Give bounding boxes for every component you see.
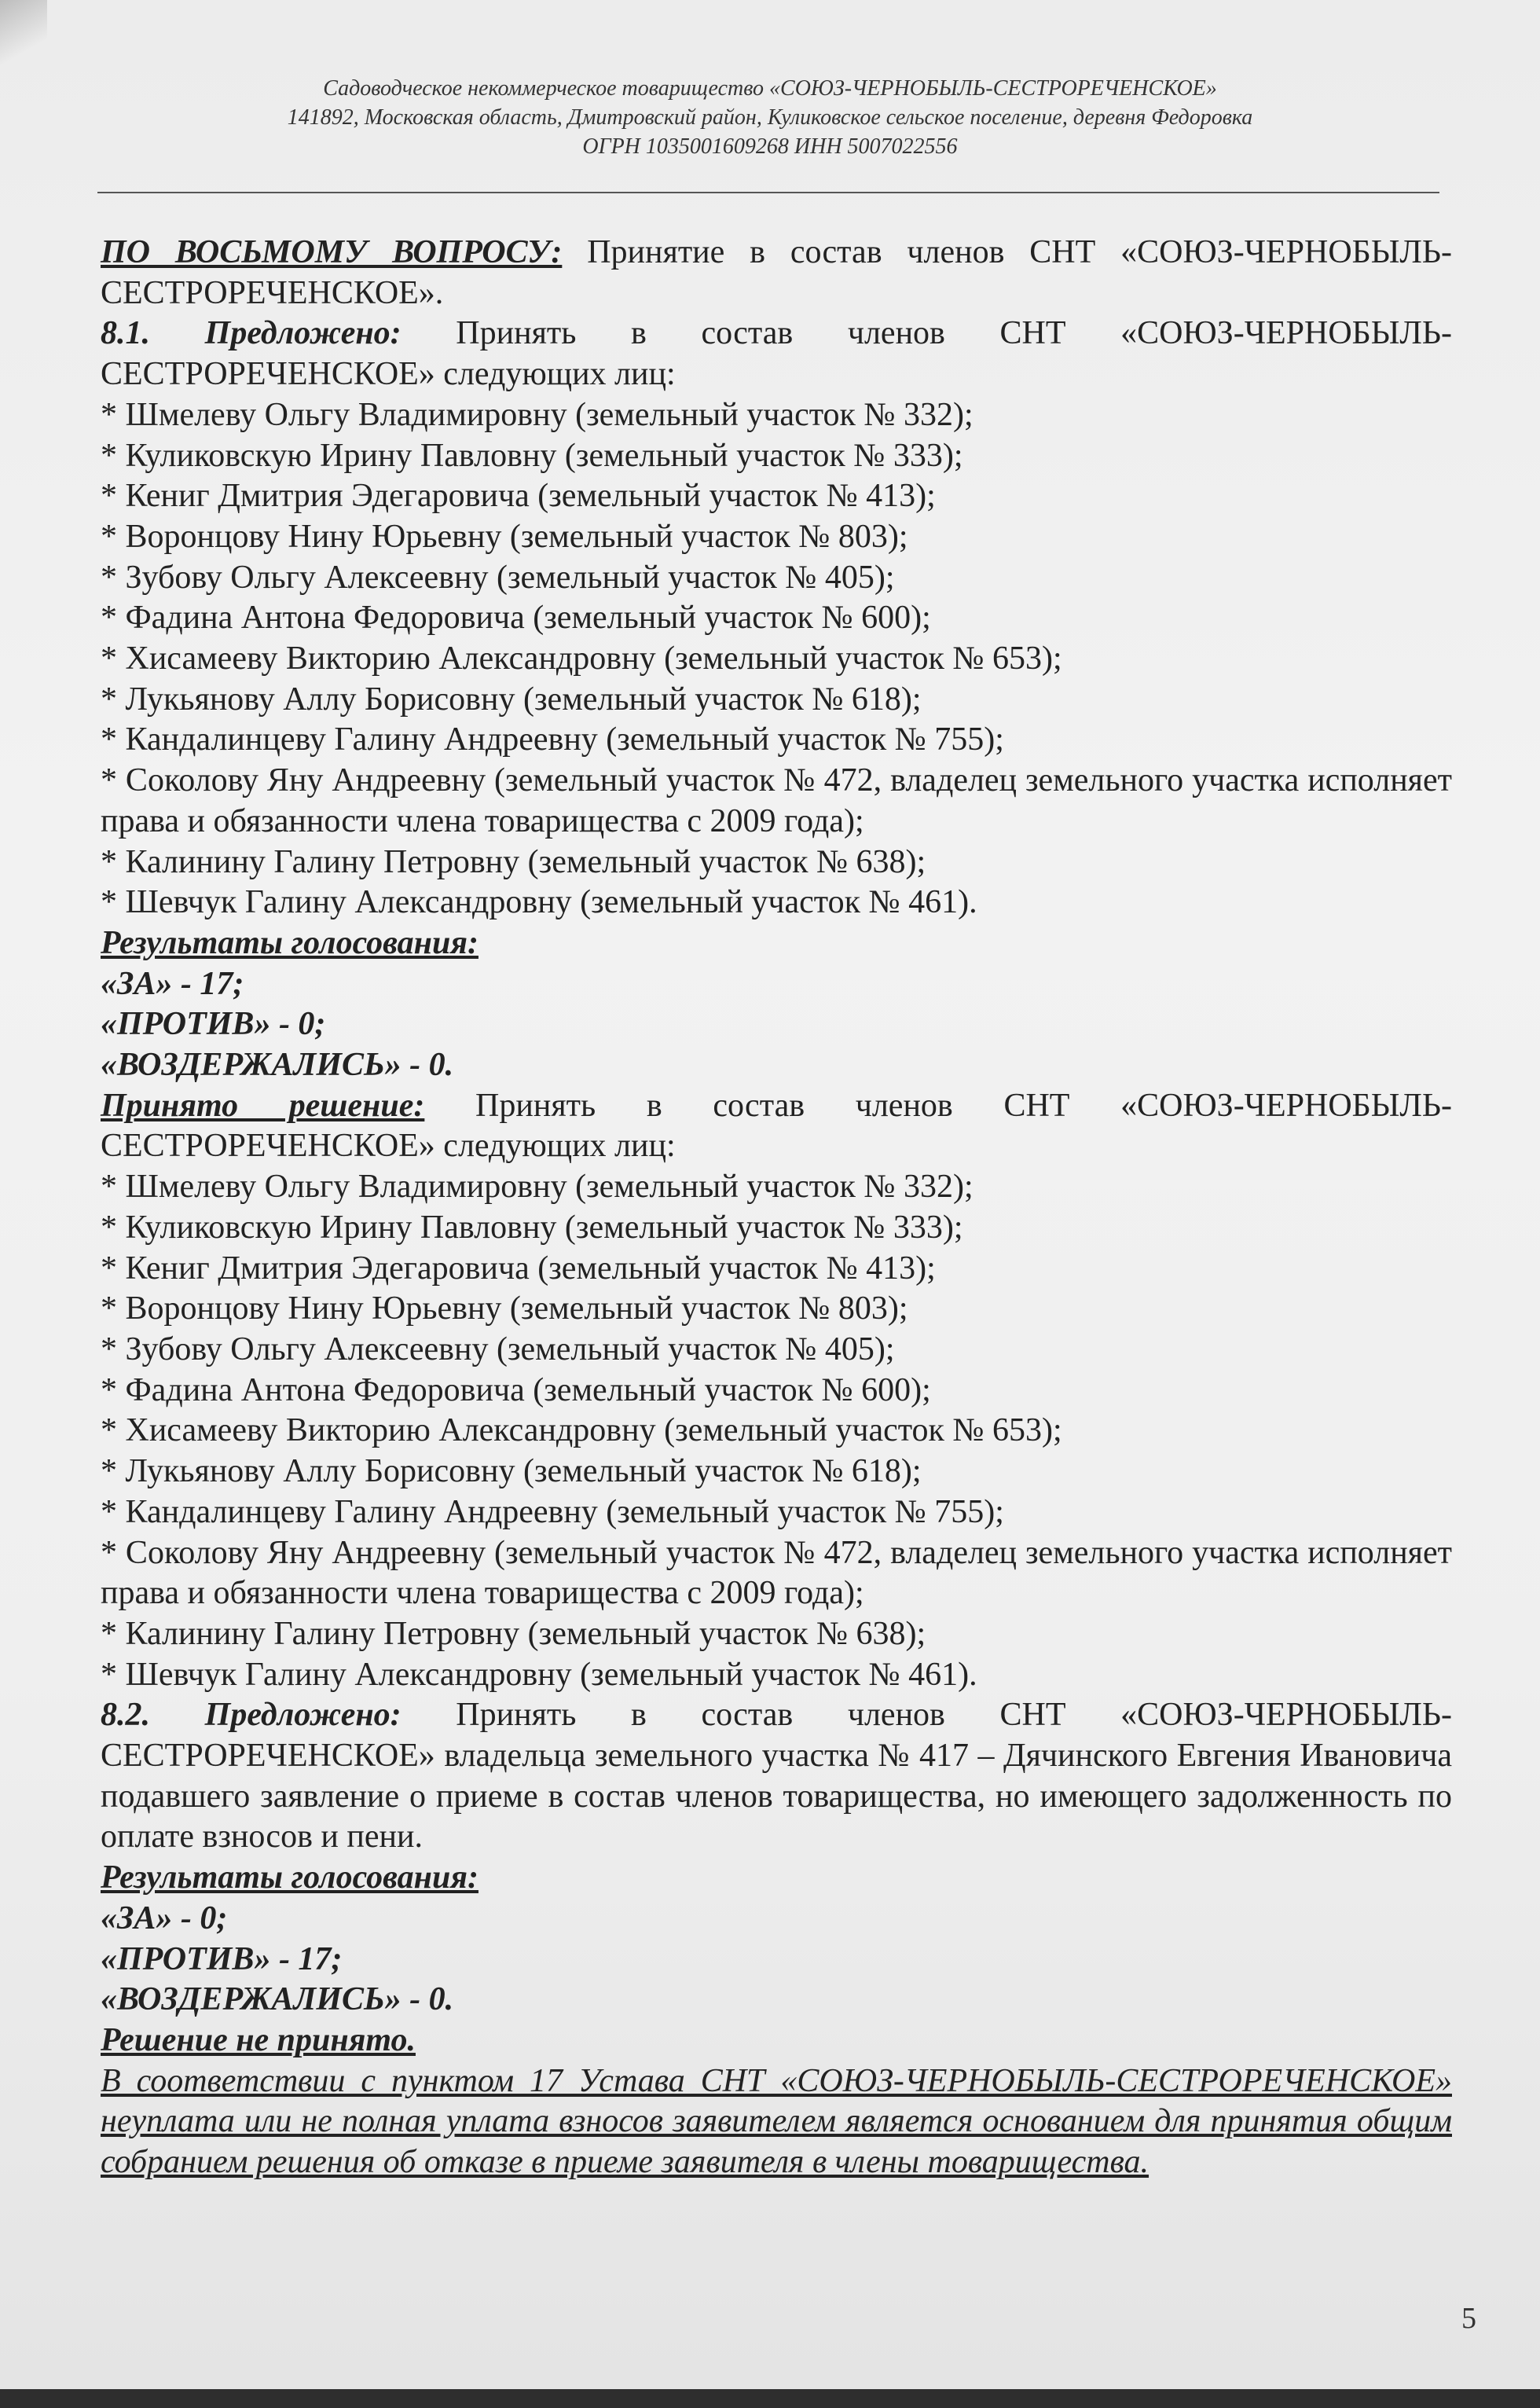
person-list-item: * Лукьянову Аллу Борисовну (земельный участок № 618); xyxy=(101,1453,922,1490)
person-list-item: * Фадина Антона Федоровича (земельный участок № 600); xyxy=(101,1371,931,1408)
letterhead-organization: Садоводческое некоммерческое товарищество «СОЮЗ-ЧЕРНОБЫЛЬ-СЕСТРОРЕЧЕНСКОЕ» xyxy=(323,76,1217,101)
person-list-item: * Шмелеву Ольгу Владимировну (земельный участок № 332); xyxy=(101,1169,974,1206)
person-list-item: * Кениг Дмитрия Эдегаровича (земельный участок № 413); xyxy=(101,1250,936,1287)
vote-against: «ПРОТИВ» - 17; xyxy=(101,1940,343,1977)
page-number: 5 xyxy=(1461,2302,1476,2335)
person-list-item: * Шмелеву Ольгу Владимировну (земельный участок № 332); xyxy=(101,396,974,433)
proposal-label: Предложено: xyxy=(204,315,402,352)
proposal-8-2 xyxy=(101,1695,1452,1858)
letterhead-address: 141892, Московская область, Дмитровский район, Куликовское сельское поселение, деревня Федоровка xyxy=(287,105,1253,130)
person-list-item: * Шевчук Галину Александровну (земельный участок № 461). xyxy=(101,884,977,921)
person-list-item: * Фадина Антона Федоровича (земельный участок № 600); xyxy=(101,600,931,637)
voting-results-label: Результаты голосования: xyxy=(101,1859,478,1896)
person-list-item: * Зубову Ольгу Алексеевну (земельный участок № 405); xyxy=(101,1331,895,1367)
decision-persons-list xyxy=(101,1167,1452,1695)
proposal-label: Предложено: xyxy=(204,1697,402,1734)
person-list-item: * Лукьянову Аллу Борисовну (земельный участок № 618); xyxy=(101,681,922,718)
letterhead xyxy=(0,74,1540,161)
decision-label: Принято решение: xyxy=(101,1087,425,1124)
person-list-item: * Зубову Ольгу Алексеевну (земельный участок № 405); xyxy=(101,559,895,596)
vote-abstain: «ВОЗДЕРЖАЛИСЬ» - 0. xyxy=(101,1047,454,1084)
person-list-item: * Калинину Галину Петровну (земельный участок № 638); xyxy=(101,1615,926,1652)
person-list-item: * Хисамееву Викторию Александровну (земельный участок № 653); xyxy=(101,641,1062,677)
letterhead-registration: ОГРН 1035001609268 ИНН 5007022556 xyxy=(582,134,958,159)
person-list-item: * Куликовскую Ирину Павловну (земельный участок № 333); xyxy=(101,1209,963,1246)
vote-for: «ЗА» - 17; xyxy=(101,965,244,1002)
charter-reference-note: В соответствии с пунктом 17 Устава СНТ «СОЮЗ-ЧЕРНОБЫЛЬ-СЕСТРОРЕЧЕНСКОЕ» неуплата или не полная уплата взносов заявителем является основанием для принятия общим собранием решения об отказе в приеме заявителя в члены товарищества. xyxy=(101,2062,1452,2181)
person-list-item: * Куликовскую Ирину Павловну (земельный участок № 333); xyxy=(101,437,963,474)
person-list-item: * Кениг Дмитрия Эдегаровича (земельный участок № 413); xyxy=(101,478,936,515)
person-list-item: * Соколову Яну Андреевну (земельный участок № 472, владелец земельного участка исполняет права и обязанности члена товарищества с 2009 года); xyxy=(101,762,1452,839)
letterhead-divider xyxy=(97,192,1439,193)
proposal-8-1 xyxy=(101,314,1452,395)
voting-results-label: Результаты голосования: xyxy=(101,924,478,961)
proposal-text: Принять в состав членов СНТ «СОЮЗ-ЧЕРНОБЫЛЬ-СЕСТРОРЕЧЕНСКОЕ» владельца земельного участка № 417 – Дячинского Евгения Ивановича подавшего заявление о приеме в состав членов товарищества, но имеющего задолженность по оплате взносов и пени. xyxy=(101,1697,1453,1856)
person-list-item: * Калинину Галину Петровну (земельный участок № 638); xyxy=(101,843,926,880)
person-list-item: * Кандалинцеву Галину Андреевну (земельный участок № 755); xyxy=(101,721,1004,758)
section-heading xyxy=(101,233,1452,314)
person-list-item: * Шевчук Галину Александровну (земельный участок № 461). xyxy=(101,1656,977,1693)
decision-not-adopted: Решение не принято. xyxy=(101,2021,416,2058)
item-number: 8.2. xyxy=(101,1697,150,1734)
person-list-item: * Соколову Яну Андреевну (земельный участок № 472, владелец земельного участка исполняет права и обязанности члена товарищества с 2009 года); xyxy=(101,1534,1452,1612)
vote-against: «ПРОТИВ» - 0; xyxy=(101,1006,326,1043)
decision-8-1 xyxy=(101,1086,1452,1167)
vote-for: «ЗА» - 0; xyxy=(101,1900,228,1936)
proposal-text: Принять в состав членов СНТ «СОЮЗ-ЧЕРНОБЫЛЬ-СЕСТРОРЕЧЕНСКОЕ» следующих лиц: xyxy=(101,315,1453,393)
item-number: 8.1. xyxy=(101,315,150,352)
scan-bottom-edge xyxy=(0,2389,1540,2408)
person-list-item: * Воронцову Нину Юрьевну (земельный участок № 803); xyxy=(101,518,908,555)
person-list-item: * Кандалинцеву Галину Андреевну (земельный участок № 755); xyxy=(101,1493,1004,1530)
section-heading-text: Принятие в состав членов СНТ «СОЮЗ-ЧЕРНОБЫЛЬ-СЕСТРОРЕЧЕНСКОЕ». xyxy=(101,234,1452,311)
person-list-item: * Воронцову Нину Юрьевну (земельный участок № 803); xyxy=(101,1290,908,1327)
decision-text: Принять в состав членов СНТ «СОЮЗ-ЧЕРНОБЫЛЬ-СЕСТРОРЕЧЕНСКОЕ» следующих лиц: xyxy=(101,1087,1452,1165)
person-list-item: * Хисамееву Викторию Александровну (земельный участок № 653); xyxy=(101,1412,1062,1449)
persons-list xyxy=(101,395,1452,923)
section-heading-label: ПО ВОСЬМОМУ ВОПРОСУ: xyxy=(101,234,563,270)
document-body xyxy=(101,233,1452,2183)
vote-abstain: «ВОЗДЕРЖАЛИСЬ» - 0. xyxy=(101,1981,454,2018)
